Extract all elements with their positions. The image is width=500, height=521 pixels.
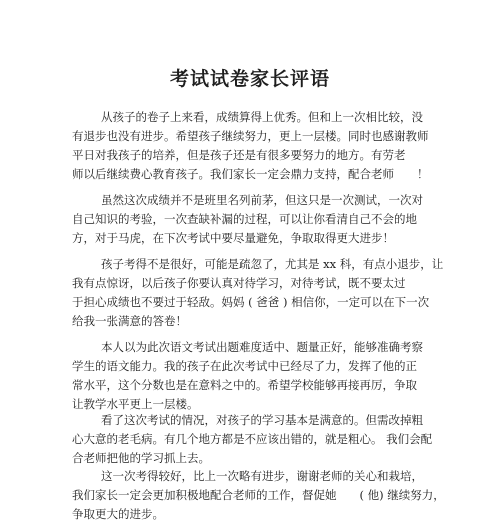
text-line: 虽然这次成绩并不是班里名列前茅，但这只是一次测试，一次对 xyxy=(101,193,423,207)
text-line: 我有点惊讶，以后孩子你要认真对待学习，对待考试，既不要太过 xyxy=(72,276,406,290)
text-line: 心大意的老毛病。有几个地方都是不应该出错的，就是粗心。 我们会配 xyxy=(72,432,433,446)
text-line: 从孩子的卷子上来看，成绩算得上优秀。但和上一次相比较，没 xyxy=(101,110,423,124)
text-line: 自己知识的考验，一次查缺补漏的过程，可以让你看清自己不会的地 xyxy=(72,212,417,226)
text-line: 我们家长一定会更加积极地配合老师的工作，督促她 ( 他) 继续努力， xyxy=(72,488,445,502)
text-line: 有退步也没有进步。希望孩子继续努力，更上一层楼。同时也感谢教师 xyxy=(72,129,429,143)
text-line: 孩子考得不是很好，可能是疏忽了，尤其是 xx 科，有点小退步，让 xyxy=(101,257,444,271)
text-line: 本人以为此次语文考试出题难度适中、题量正好，能够准确考察 xyxy=(101,340,423,354)
text-line: 平日对我孩子的培养，但是孩子还是有很多要努力的地方。有劳老 xyxy=(72,148,406,162)
text-line: 看了这次考试的情况，对孩子的学习基本是满意的。但需改掉粗 xyxy=(101,413,423,427)
text-line: 师以后继续费心教育孩子。我们家长一定会鼎力支持，配合老师 ！ xyxy=(72,167,429,181)
text-line: 给我一张满意的答卷！ xyxy=(72,314,187,328)
text-line: 让教学水平更上一层楼。 xyxy=(72,397,199,411)
text-line: 这一次考得较好，比上一次略有进步，谢谢老师的关心和栽培， xyxy=(101,469,423,483)
text-line: 方，对于马虎，在下次考试中要尽量避免，争取取得更大进步！ xyxy=(72,231,394,245)
text-line: 学生的语文能力。我的孩子在此次考试中已经尽了力，发挥了他的正 xyxy=(72,359,417,373)
text-line: 常水平，这个分数也是在意料之中的。希望学校能够再接再厉，争取 xyxy=(72,378,417,392)
text-line: 于担心成绩也不要过于轻敌。妈妈 ( 爸爸 ) 相信你，一定可以在下一次 xyxy=(72,295,430,309)
text-line: 争取更大的进步。 xyxy=(72,507,164,521)
page-title: 考试试卷家长评语 xyxy=(169,68,330,90)
text-line: 合老师把他的学习抓上去。 xyxy=(72,451,210,465)
